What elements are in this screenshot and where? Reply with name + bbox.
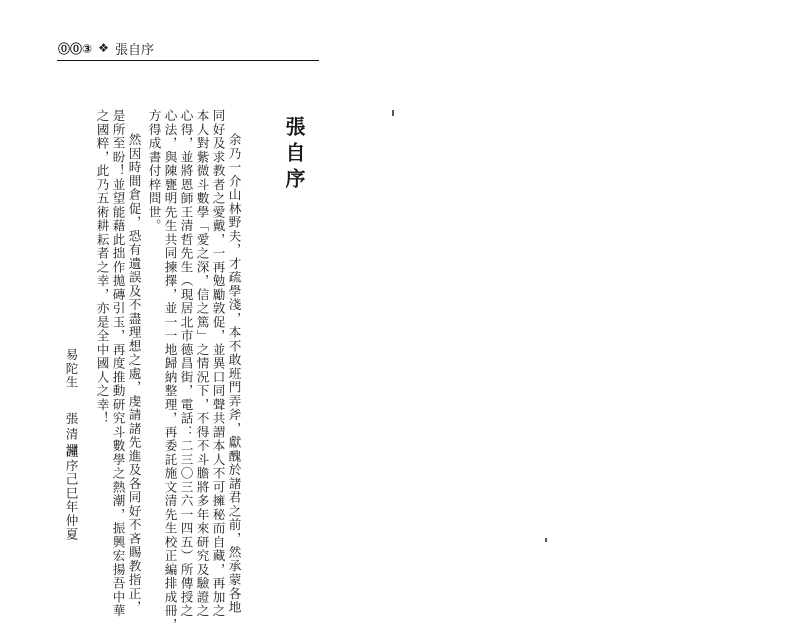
body-column-5: 心法，與陳甕明先生共同揀擇，並一一地歸納整理，再委託施文清先生校正編排成冊， bbox=[162, 109, 178, 632]
scan-mark bbox=[545, 538, 547, 542]
page-number: ⓪⓪③ bbox=[58, 41, 93, 56]
header-rule bbox=[57, 60, 319, 61]
body-column-7: 然因時間倉促，恐有遺誤及不盡理想之處，虔請諸先進及各同好不吝賜教指正， bbox=[126, 133, 142, 615]
body-column-8: 是所至盼！並望能藉此拙作拋磚引玉，再度推動研究斗數學之熱潮，振興宏揚吾中華 bbox=[110, 109, 126, 618]
body-column-1: 余乃一介山林野夫，才疏學淺，本不敢班門弄斧，獻醜於諸君之前，然承蒙各地 bbox=[226, 133, 242, 615]
signature-author: 張清淵 bbox=[63, 412, 79, 459]
signature-place: 易陀生 bbox=[63, 348, 79, 390]
page-header bbox=[58, 38, 154, 58]
scan-mark bbox=[392, 110, 394, 116]
body-column-6: 方得成書付梓問世。 bbox=[146, 109, 162, 233]
body-column-3: 本人對紫微斗數學「愛之深，信之篤」之情況下，不得不斗膽將多年來研究及驗證之 bbox=[194, 109, 210, 618]
preface-title: 張自序 bbox=[282, 116, 306, 194]
body-column-2: 同好及求教者之愛戴，一再勉勵敦促，並異口同聲共謂本人不可擁秘而自藏，再加之 bbox=[210, 109, 226, 618]
running-header-title: 張自序 bbox=[114, 42, 154, 58]
signature-date: 謹序己巳年仲夏 bbox=[63, 445, 79, 542]
body-column-9: 之國粹，此乃五術耕耘者之幸，亦是全中國人之幸！ bbox=[94, 109, 110, 426]
body-column-4: 心得，並將恩師王清哲先生（現居北市德昌街，電話：二三〇三六一四五）所傳授之 bbox=[178, 109, 194, 618]
diamond-icon: ❖ bbox=[98, 41, 109, 55]
